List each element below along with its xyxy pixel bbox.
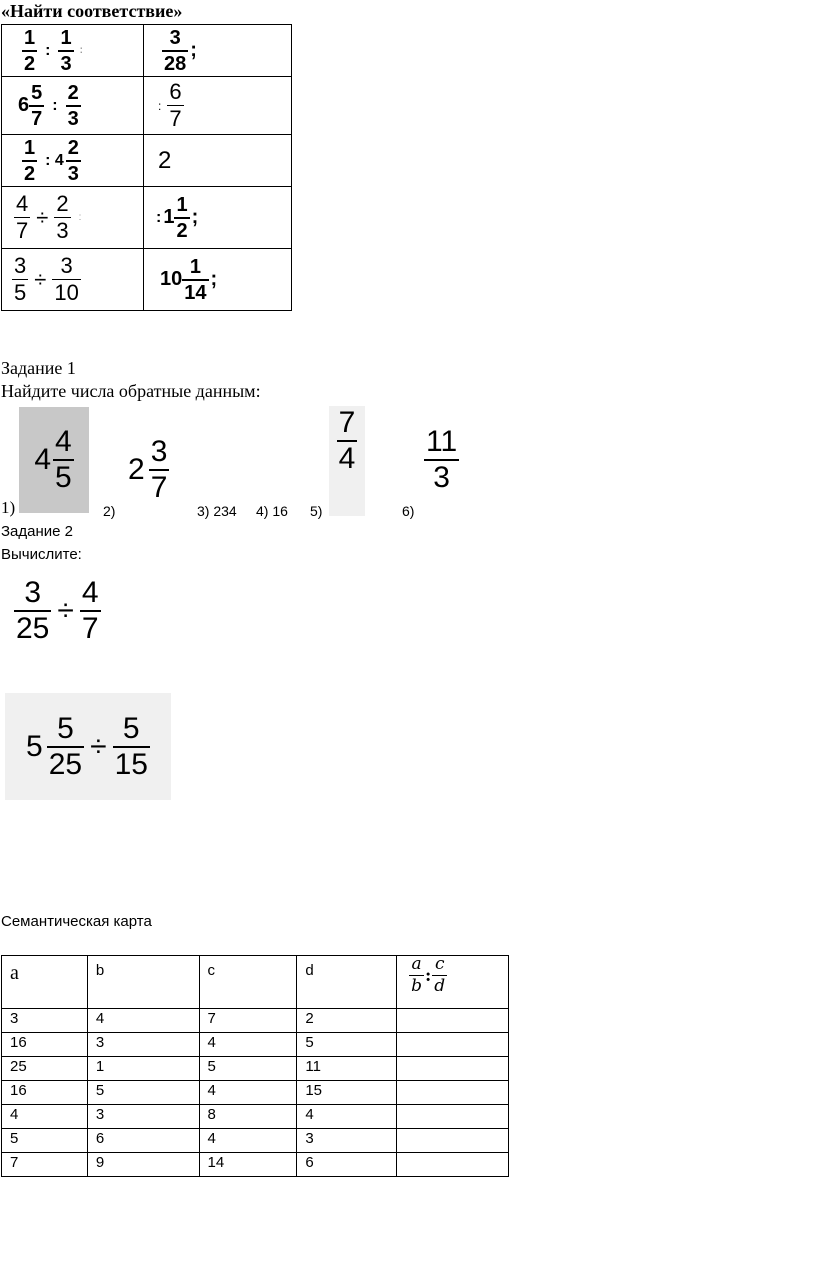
fraction-numerator: 3 — [60, 253, 73, 278]
item-label: 3) 234 — [197, 503, 237, 519]
fraction-numerator: 11 — [426, 425, 458, 458]
operator: ÷ — [36, 204, 49, 230]
table-cell: 3 — [297, 1129, 397, 1153]
table-row — [2, 1081, 509, 1105]
table-cell: 9 — [87, 1153, 199, 1177]
operator: ; — [191, 206, 199, 228]
table-cell: 4 — [2, 1105, 88, 1129]
fraction-denominator: 5 — [14, 280, 27, 305]
table-cell: 14 — [199, 1153, 297, 1177]
semantic-header-row — [2, 956, 509, 1009]
answer-cell[interactable] — [397, 1153, 509, 1177]
fraction-denominator: 2 — [176, 219, 188, 242]
table-cell: 5 — [199, 1057, 297, 1081]
table-cell: 11 — [297, 1057, 397, 1081]
whole-part: 4 — [34, 443, 51, 476]
fraction-numerator: 1 — [189, 255, 201, 278]
table-cell: 5 — [87, 1081, 199, 1105]
fraction-image — [424, 427, 459, 493]
semantic-title: Семантическая карта — [1, 913, 152, 930]
table-cell: 4 — [199, 1081, 297, 1105]
operator: ; — [210, 268, 218, 290]
answer-cell[interactable] — [397, 1033, 509, 1057]
operator: : — [45, 41, 51, 59]
page-heading: «Найти соответствие» — [1, 1, 183, 21]
operator: ; — [190, 39, 197, 61]
fraction-denominator: 25 — [16, 612, 50, 645]
fraction-numerator: a — [411, 954, 422, 974]
table-cell: 6 — [297, 1153, 397, 1177]
header-cell: d — [297, 956, 397, 1009]
operator: : — [158, 98, 162, 113]
fraction-numerator: 1 — [176, 193, 188, 216]
fraction-denominator: 7 — [31, 107, 43, 130]
whole-part: 10 — [160, 268, 183, 290]
fraction-numerator: 2 — [67, 81, 79, 104]
item-label: 2) — [103, 503, 116, 519]
expression-2 — [5, 693, 171, 800]
fraction-numerator: 3 — [169, 26, 181, 49]
answer-cell[interactable] — [397, 1081, 509, 1105]
operator: ÷ — [34, 266, 47, 292]
fraction-denominator: b — [411, 976, 423, 996]
fraction-denominator: 2 — [24, 52, 36, 75]
fraction-denominator: 25 — [48, 747, 83, 781]
table-cell: 5 — [297, 1033, 397, 1057]
answer-cell[interactable] — [397, 1009, 509, 1033]
operator: ÷ — [90, 729, 107, 763]
table-cell: 1 — [87, 1057, 199, 1081]
table-cell: 25 — [2, 1057, 88, 1081]
task2-instruction: Вычислите: — [1, 546, 82, 563]
header-cell: b — [87, 956, 199, 1009]
mixed-number-image — [19, 407, 89, 513]
answer-cell[interactable] — [397, 1105, 509, 1129]
fraction-denominator: 7 — [169, 106, 182, 131]
task1-title: Задание 1 — [1, 358, 76, 378]
fraction-numerator: 1 — [24, 136, 36, 159]
operator: : — [79, 45, 83, 56]
fraction-numerator: 1 — [60, 26, 72, 49]
fraction-numerator: 3 — [24, 576, 42, 609]
table-row — [2, 1153, 509, 1177]
whole-part: 2 — [128, 453, 145, 486]
operator: ÷ — [57, 594, 74, 627]
whole-part: 1 — [163, 206, 175, 228]
fraction-denominator: 7 — [81, 612, 99, 645]
table-row — [2, 1009, 509, 1033]
table-row — [2, 1033, 509, 1057]
fraction-denominator: 3 — [67, 107, 79, 130]
match-left-cell — [2, 135, 144, 187]
fraction-denominator: 28 — [164, 52, 187, 75]
fraction-denominator: 3 — [56, 218, 69, 243]
fraction-denominator: d — [434, 976, 446, 996]
item-label: 4) 16 — [256, 503, 288, 519]
fraction-numerator: 5 — [31, 81, 43, 104]
match-row — [2, 77, 292, 135]
table-cell: 5 — [2, 1129, 88, 1153]
task1-instruction: Найдите числа обратные данным: — [1, 381, 261, 401]
operator: : 4 — [45, 151, 64, 169]
fraction-denominator: 7 — [16, 218, 29, 243]
table-cell: 8 — [199, 1105, 297, 1129]
expression-1 — [14, 578, 101, 644]
match-left-cell — [2, 187, 144, 249]
operator: : — [52, 96, 58, 114]
fraction-numerator: 4 — [55, 425, 72, 458]
table-cell: 4 — [199, 1033, 297, 1057]
answer-value: 2 — [158, 146, 172, 174]
header-cell: a — [2, 956, 88, 1009]
match-row — [2, 25, 292, 77]
table-cell: 2 — [297, 1009, 397, 1033]
fraction-numerator: 6 — [169, 79, 182, 104]
fraction-numerator: 5 — [122, 711, 140, 745]
mixed-number-image — [128, 437, 169, 503]
fraction-denominator: 5 — [55, 461, 72, 494]
answer-cell[interactable] — [397, 1057, 509, 1081]
fraction-denominator: 10 — [54, 280, 79, 305]
fraction-numerator: 4 — [16, 191, 29, 216]
operator: : — [425, 965, 432, 986]
match-right-cell — [144, 249, 292, 311]
task2-title: Задание 2 — [1, 523, 74, 540]
table-cell: 16 — [2, 1081, 88, 1105]
fraction-numerator: 3 — [14, 253, 27, 278]
operator: : — [78, 212, 82, 223]
fraction-denominator: 3 — [67, 162, 79, 185]
fraction-denominator: 2 — [24, 162, 36, 185]
fraction-numerator: c — [434, 954, 445, 974]
table-row — [2, 1129, 509, 1153]
header-cell: c — [199, 956, 297, 1009]
table-cell: 4 — [87, 1009, 199, 1033]
fraction-denominator: 15 — [114, 747, 148, 781]
table-cell: 4 — [297, 1105, 397, 1129]
table-row — [2, 1105, 509, 1129]
table-cell: 6 — [87, 1129, 199, 1153]
table-cell: 3 — [87, 1033, 199, 1057]
match-right-cell — [144, 25, 292, 77]
table-cell: 7 — [2, 1153, 88, 1177]
match-left-cell — [2, 249, 144, 311]
answer-cell[interactable] — [397, 1129, 509, 1153]
item-label: 1) — [1, 498, 16, 517]
fraction-image — [329, 406, 365, 516]
fraction-denominator: 3 — [60, 52, 72, 75]
table-cell: 3 — [2, 1009, 88, 1033]
fraction-numerator: 7 — [338, 406, 356, 439]
match-row — [2, 135, 292, 187]
table-cell: 4 — [199, 1129, 297, 1153]
fraction-denominator: 14 — [184, 281, 207, 304]
match-right-cell — [144, 135, 292, 187]
item-label: 6) — [402, 503, 415, 519]
match-left-cell — [2, 77, 144, 135]
fraction-numerator: 2 — [67, 136, 79, 159]
item-label: 5) — [310, 503, 323, 519]
semantic-table — [1, 955, 509, 1177]
operator: : — [156, 208, 162, 226]
table-row — [2, 1057, 509, 1081]
whole-part: 5 — [26, 729, 43, 763]
whole-part: 6 — [18, 94, 30, 116]
match-left-cell — [2, 25, 144, 77]
fraction-numerator: 5 — [57, 711, 74, 745]
header-cell-formula — [397, 956, 509, 1009]
fraction-denominator: 3 — [433, 461, 450, 494]
fraction-denominator: 7 — [150, 471, 168, 504]
matching-table — [1, 24, 292, 311]
fraction-numerator: 4 — [81, 576, 99, 609]
fraction-numerator: 2 — [56, 191, 69, 216]
match-right-cell — [144, 77, 292, 135]
fraction-denominator: 4 — [338, 442, 356, 475]
table-cell: 7 — [199, 1009, 297, 1033]
fraction-numerator: 1 — [24, 26, 36, 49]
table-cell: 3 — [87, 1105, 199, 1129]
table-cell: 15 — [297, 1081, 397, 1105]
match-row — [2, 187, 292, 249]
table-cell: 16 — [2, 1033, 88, 1057]
fraction-numerator: 3 — [150, 435, 168, 468]
match-right-cell — [144, 187, 292, 249]
match-row — [2, 249, 292, 311]
